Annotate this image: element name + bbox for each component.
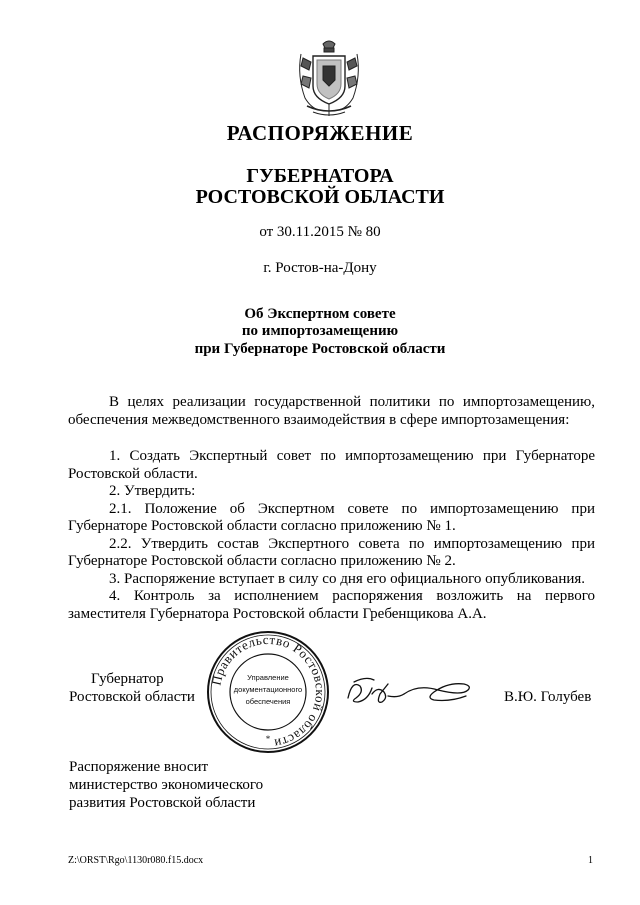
items-list [68,448,595,623]
subject-line1: Об Экспертном совете [244,306,396,322]
document-city: г. Ростов-на-Дону [263,260,377,276]
seal-inner-line3: обеспечения [245,697,291,706]
list-item: 3. Распоряжение вступает в силу со дня его официального опубликования. [109,570,586,587]
official-seal-icon [205,630,331,754]
coat-of-arms-icon [293,36,365,120]
note-line2: министерство экономического [69,777,264,793]
signatory-position-line1: Губернатор [91,671,164,687]
issuer-heading-line2: РОСТОВСКОЙ ОБЛАСТИ [195,186,445,208]
note-line3: развития Ростовской области [69,795,256,811]
document-type-heading: РАСПОРЯЖЕНИЕ [226,121,414,145]
seal-star: * [265,734,271,744]
subject-line2: по импортозамещению [241,323,399,339]
list-item: 2.1. Положение об Экспертном совете по импортозамещению при Губернаторе Ростовской области согласно приложению № 1. [68,500,595,534]
list-item: 2. Утвердить: [109,483,196,499]
signatory-position-line2: Ростовской области [69,689,195,705]
page-number: 1 [588,855,593,866]
seal-ring-text: Правительство Ростовской области [208,631,329,752]
subject-line3: при Губернаторе Ростовской области [194,341,446,357]
preamble-block [68,394,595,429]
preamble-text: В целях реализации государственной политики по импортозамещению, обеспечения межведомственного взаимодействия в сфере импортозамещения: [68,394,595,428]
list-item: 4. Контроль за исполнением распоряжения возложить на первого заместителя Губернатора Ростовской области Гребенщикова А.А. [68,588,595,622]
signatory-name: В.Ю. Голубев [504,689,592,705]
issuer-heading-line1: ГУБЕРНАТОРА [246,165,394,187]
file-path: Z:\ORST\Rgo\1130r080.f15.docx [68,855,204,866]
submitted-by-note [69,758,263,812]
seal-inner-line2: документационного [233,685,303,694]
seal-inner-line1: Управление [247,673,289,682]
list-item: 2.2. Утвердить состав Экспертного совета по импортозамещению при Губернаторе Ростовской области согласно приложению № 2. [68,535,595,569]
note-line1: Распоряжение вносит [69,759,209,775]
handwritten-signature-icon [338,668,478,718]
signatory-position [69,670,195,706]
document-date-number: от 30.11.2015 № 80 [259,224,381,240]
list-item: 1. Создать Экспертный совет по импортозамещению при Губернаторе Ростовской области. [68,448,595,482]
